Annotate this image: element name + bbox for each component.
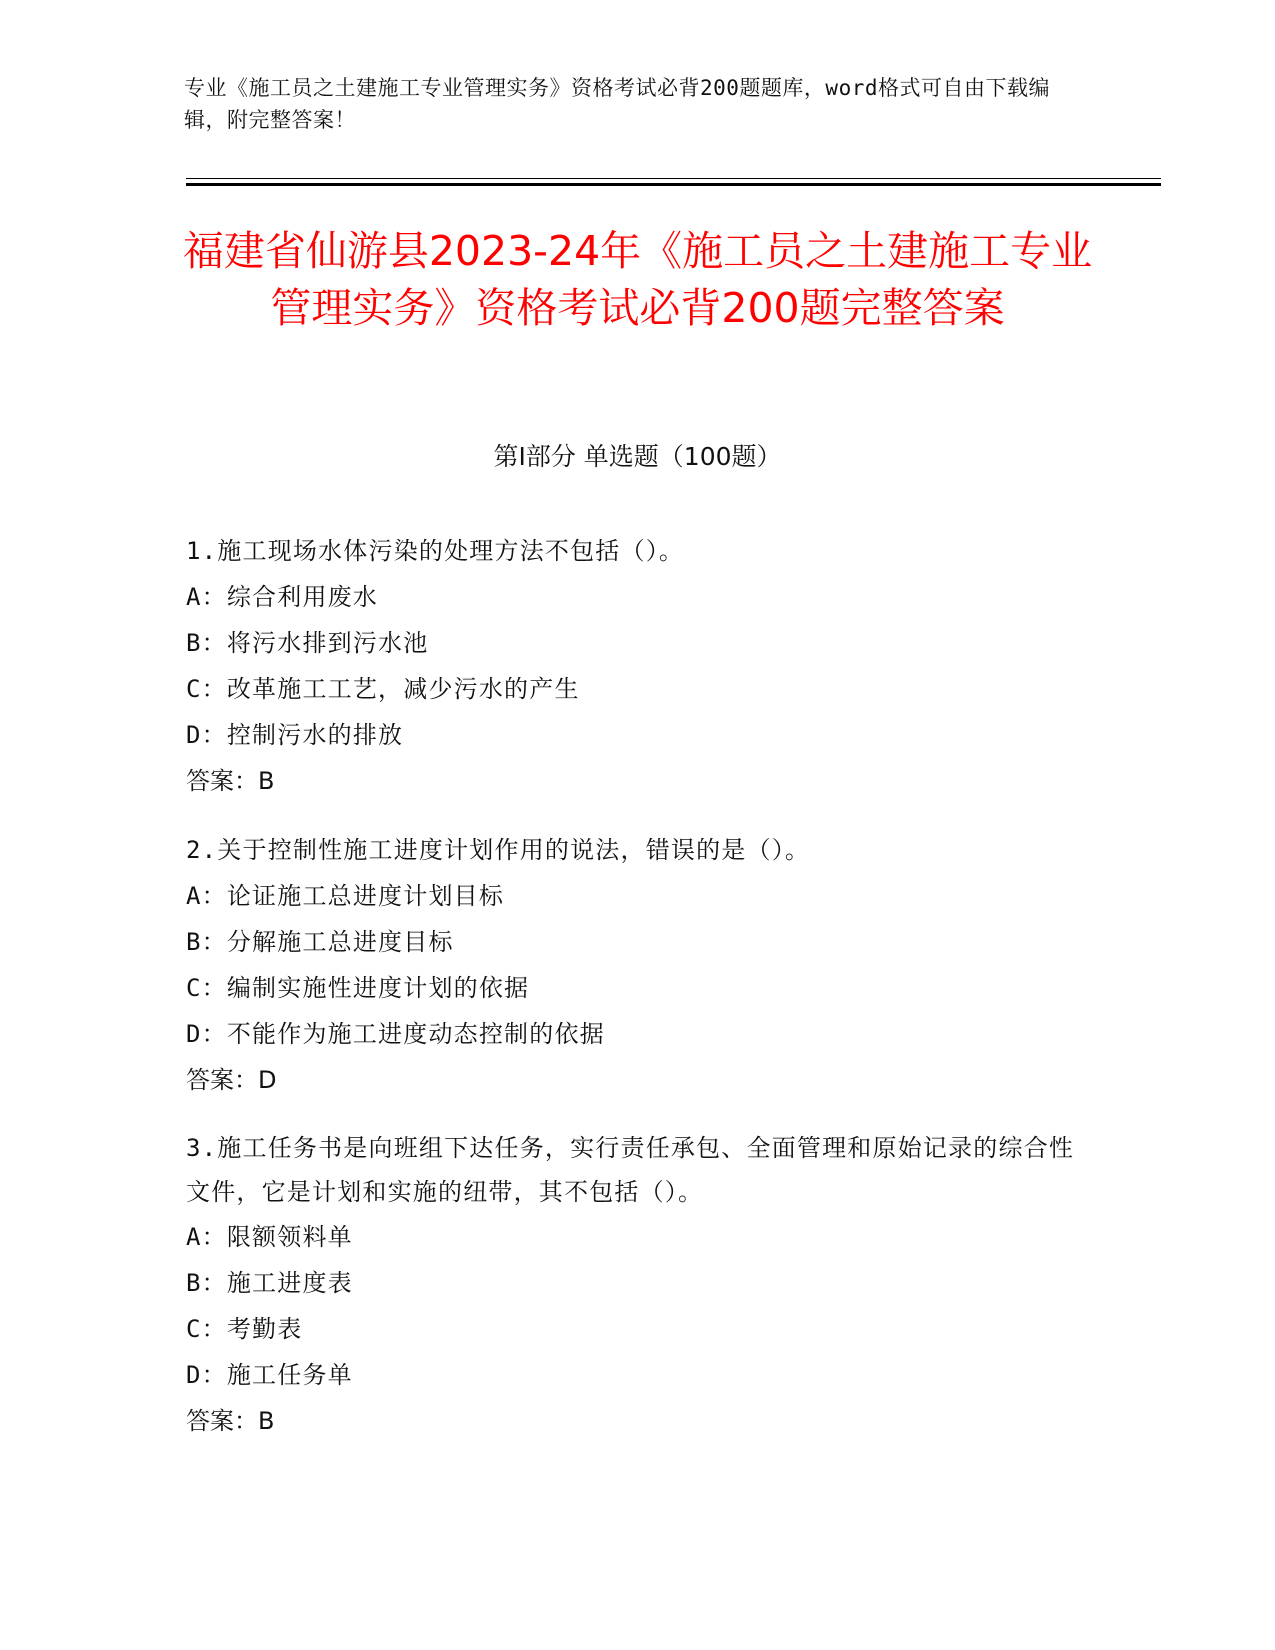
option-a: A：限额领料单 [186, 1223, 353, 1251]
header-note: 专业《施工员之土建施工专业管理实务》资格考试必背200题题库，word格式可自由下载编辑，附完整答案！ [184, 76, 1050, 132]
option-b: B：将污水排到污水池 [186, 629, 429, 657]
option-a: A：综合利用废水 [186, 583, 379, 611]
question-answer: 答案：B [186, 767, 275, 795]
question-list [186, 528, 1076, 1467]
option-a: A：论证施工总进度计划目标 [186, 882, 505, 910]
option-c: C：考勤表 [186, 1315, 303, 1343]
question-1 [186, 528, 1076, 804]
question-stem: 2.关于控制性施工进度计划作用的说法，错误的是（）。 [186, 836, 811, 864]
question-2 [186, 827, 1076, 1103]
question-stem: 1.施工现场水体污染的处理方法不包括（）。 [186, 537, 685, 565]
option-d: D：不能作为施工进度动态控制的依据 [186, 1020, 605, 1048]
header-divider-thin [186, 178, 1161, 179]
header-divider-thick [186, 183, 1161, 186]
question-stem: 3.施工任务书是向班组下达任务，实行责任承包、全面管理和原始记录的综合性文件，它是计划和实施的纽带，其不包括（）。 [186, 1134, 1075, 1206]
option-d: D：控制污水的排放 [186, 721, 404, 749]
option-c: C：编制实施性进度计划的依据 [186, 974, 530, 1002]
document-title: 福建省仙游县2023-24年《施工员之土建施工专业管理实务》资格考试必背200题完整答案 [182, 227, 1093, 332]
question-3 [186, 1126, 1076, 1444]
option-c: C：改革施工工艺，减少污水的产生 [186, 675, 580, 703]
option-b: B：施工进度表 [186, 1269, 353, 1297]
question-answer: 答案：D [186, 1066, 277, 1094]
question-answer: 答案：B [186, 1407, 275, 1435]
section-title: 第Ⅰ部分 单选题（100题） [493, 442, 782, 471]
option-d: D：施工任务单 [186, 1361, 353, 1389]
option-b: B：分解施工总进度目标 [186, 928, 454, 956]
